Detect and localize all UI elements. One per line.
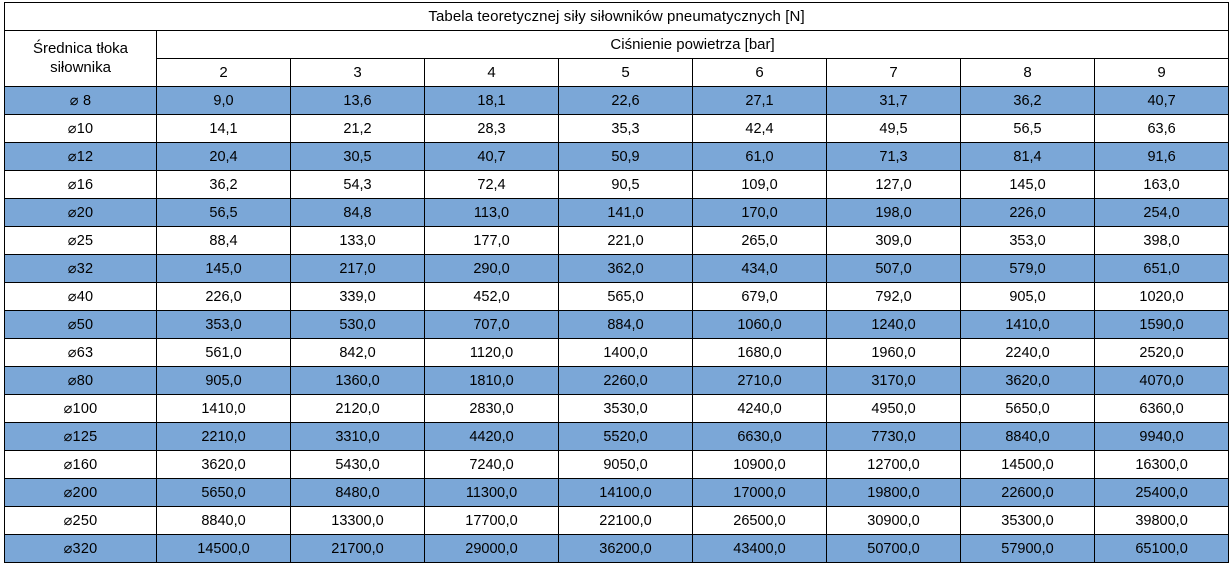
cell-value: 2210,0 [157,423,291,451]
column-header-2: 2 [157,59,291,87]
row-header-label [5,31,157,87]
cell-value: 842,0 [291,339,425,367]
cell-value: 905,0 [157,367,291,395]
column-header-6: 6 [693,59,827,87]
cell-value: 792,0 [827,283,961,311]
cell-value: 3620,0 [157,451,291,479]
cell-value: 42,4 [693,115,827,143]
table-row [5,339,1229,367]
cell-value: 290,0 [425,255,559,283]
row-header-line1: Średnica tłoka [32,39,129,57]
cell-value: 353,0 [157,311,291,339]
cell-value: 2520,0 [1095,339,1229,367]
cell-value: 11300,0 [425,479,559,507]
cell-value: 9940,0 [1095,423,1229,451]
cell-value: 29000,0 [425,535,559,563]
cell-value: 5650,0 [961,395,1095,423]
table-row [5,451,1229,479]
table-group-header-row [5,31,1229,59]
table-row [5,479,1229,507]
cell-value: 4240,0 [693,395,827,423]
cell-value: 13,6 [291,87,425,115]
row-diameter: ⌀200 [5,479,157,507]
cell-value: 3310,0 [291,423,425,451]
cell-value: 65100,0 [1095,535,1229,563]
cell-value: 5650,0 [157,479,291,507]
row-diameter: ⌀12 [5,143,157,171]
cell-value: 170,0 [693,199,827,227]
cell-value: 1960,0 [827,339,961,367]
cell-value: 565,0 [559,283,693,311]
cell-value: 13300,0 [291,507,425,535]
cell-value: 8840,0 [961,423,1095,451]
cell-value: 71,3 [827,143,961,171]
cell-value: 17000,0 [693,479,827,507]
cell-value: 339,0 [291,283,425,311]
cell-value: 10900,0 [693,451,827,479]
row-diameter: ⌀40 [5,283,157,311]
column-header-7: 7 [827,59,961,87]
row-header-line2: siłownika [50,58,111,76]
cell-value: 4420,0 [425,423,559,451]
row-diameter: ⌀16 [5,171,157,199]
cell-value: 54,3 [291,171,425,199]
pneumatic-force-table [4,2,1229,563]
cell-value: 14500,0 [157,535,291,563]
cell-value: 3170,0 [827,367,961,395]
cell-value: 36,2 [157,171,291,199]
cell-value: 8840,0 [157,507,291,535]
cell-value: 84,8 [291,199,425,227]
row-diameter: ⌀80 [5,367,157,395]
cell-value: 109,0 [693,171,827,199]
cell-value: 1680,0 [693,339,827,367]
cell-value: 2260,0 [559,367,693,395]
cell-value: 434,0 [693,255,827,283]
cell-value: 19800,0 [827,479,961,507]
cell-value: 40,7 [1095,87,1229,115]
cell-value: 145,0 [961,171,1095,199]
row-diameter: ⌀25 [5,227,157,255]
column-header-8: 8 [961,59,1095,87]
table-row [5,535,1229,563]
cell-value: 50,9 [559,143,693,171]
cell-value: 49,5 [827,115,961,143]
cell-value: 36200,0 [559,535,693,563]
cell-value: 31,7 [827,87,961,115]
cell-value: 141,0 [559,199,693,227]
column-header-4: 4 [425,59,559,87]
cell-value: 40,7 [425,143,559,171]
cell-value: 1240,0 [827,311,961,339]
cell-value: 25400,0 [1095,479,1229,507]
cell-value: 43400,0 [693,535,827,563]
cell-value: 884,0 [559,311,693,339]
cell-value: 26500,0 [693,507,827,535]
cell-value: 1590,0 [1095,311,1229,339]
cell-value: 530,0 [291,311,425,339]
table-row [5,283,1229,311]
cell-value: 905,0 [961,283,1095,311]
table-row [5,367,1229,395]
cell-value: 16300,0 [1095,451,1229,479]
cell-value: 6630,0 [693,423,827,451]
cell-value: 91,6 [1095,143,1229,171]
table-row [5,311,1229,339]
cell-value: 3620,0 [961,367,1095,395]
column-group-label: Ciśnienie powietrza [bar] [157,31,1229,59]
cell-value: 226,0 [157,283,291,311]
cell-value: 163,0 [1095,171,1229,199]
cell-value: 18,1 [425,87,559,115]
table-row [5,199,1229,227]
cell-value: 507,0 [827,255,961,283]
cell-value: 398,0 [1095,227,1229,255]
cell-value: 2240,0 [961,339,1095,367]
cell-value: 1400,0 [559,339,693,367]
cell-value: 35,3 [559,115,693,143]
table-row [5,395,1229,423]
cell-value: 12700,0 [827,451,961,479]
cell-value: 14,1 [157,115,291,143]
cell-value: 9,0 [157,87,291,115]
cell-value: 61,0 [693,143,827,171]
cell-value: 1810,0 [425,367,559,395]
row-diameter: ⌀ 8 [5,87,157,115]
cell-value: 72,4 [425,171,559,199]
cell-value: 6360,0 [1095,395,1229,423]
row-diameter: ⌀10 [5,115,157,143]
cell-value: 21,2 [291,115,425,143]
cell-value: 22,6 [559,87,693,115]
cell-value: 2830,0 [425,395,559,423]
cell-value: 145,0 [157,255,291,283]
row-diameter: ⌀250 [5,507,157,535]
cell-value: 452,0 [425,283,559,311]
cell-value: 28,3 [425,115,559,143]
cell-value: 56,5 [157,199,291,227]
column-header-3: 3 [291,59,425,87]
cell-value: 14100,0 [559,479,693,507]
row-diameter: ⌀50 [5,311,157,339]
table-row [5,507,1229,535]
cell-value: 198,0 [827,199,961,227]
cell-value: 309,0 [827,227,961,255]
cell-value: 57900,0 [961,535,1095,563]
cell-value: 707,0 [425,311,559,339]
row-diameter: ⌀160 [5,451,157,479]
cell-value: 561,0 [157,339,291,367]
cell-value: 5430,0 [291,451,425,479]
table-title: Tabela teoretycznej siły siłowników pneumatycznych [N] [5,3,1229,31]
cell-value: 579,0 [961,255,1095,283]
table-title-row [5,3,1229,31]
cell-value: 177,0 [425,227,559,255]
table-row [5,255,1229,283]
row-diameter: ⌀320 [5,535,157,563]
cell-value: 4070,0 [1095,367,1229,395]
cell-value: 353,0 [961,227,1095,255]
cell-value: 7730,0 [827,423,961,451]
column-header-9: 9 [1095,59,1229,87]
cell-value: 1060,0 [693,311,827,339]
table-body [5,87,1229,563]
cell-value: 50700,0 [827,535,961,563]
cell-value: 2120,0 [291,395,425,423]
cell-value: 81,4 [961,143,1095,171]
cell-value: 88,4 [157,227,291,255]
cell-value: 8480,0 [291,479,425,507]
cell-value: 20,4 [157,143,291,171]
row-diameter: ⌀63 [5,339,157,367]
cell-value: 27,1 [693,87,827,115]
cell-value: 217,0 [291,255,425,283]
cell-value: 113,0 [425,199,559,227]
table-row [5,143,1229,171]
cell-value: 651,0 [1095,255,1229,283]
cell-value: 254,0 [1095,199,1229,227]
cell-value: 127,0 [827,171,961,199]
cell-value: 1360,0 [291,367,425,395]
cell-value: 39800,0 [1095,507,1229,535]
cell-value: 17700,0 [425,507,559,535]
cell-value: 3530,0 [559,395,693,423]
cell-value: 35300,0 [961,507,1095,535]
cell-value: 226,0 [961,199,1095,227]
cell-value: 1410,0 [961,311,1095,339]
cell-value: 90,5 [559,171,693,199]
table-row [5,423,1229,451]
cell-value: 362,0 [559,255,693,283]
cell-value: 1410,0 [157,395,291,423]
cell-value: 4950,0 [827,395,961,423]
cell-value: 30,5 [291,143,425,171]
table-row [5,227,1229,255]
cell-value: 36,2 [961,87,1095,115]
cell-value: 1120,0 [425,339,559,367]
column-header-5: 5 [559,59,693,87]
cell-value: 221,0 [559,227,693,255]
cell-value: 63,6 [1095,115,1229,143]
cell-value: 5520,0 [559,423,693,451]
cell-value: 7240,0 [425,451,559,479]
cell-value: 133,0 [291,227,425,255]
table-row [5,87,1229,115]
cell-value: 30900,0 [827,507,961,535]
table-column-header-row [5,59,1229,87]
table-row [5,171,1229,199]
row-diameter: ⌀32 [5,255,157,283]
row-diameter: ⌀20 [5,199,157,227]
cell-value: 679,0 [693,283,827,311]
cell-value: 56,5 [961,115,1095,143]
table-header [5,3,1229,87]
cell-value: 265,0 [693,227,827,255]
cell-value: 2710,0 [693,367,827,395]
cell-value: 14500,0 [961,451,1095,479]
table-row [5,115,1229,143]
cell-value: 22100,0 [559,507,693,535]
cell-value: 21700,0 [291,535,425,563]
row-diameter: ⌀125 [5,423,157,451]
row-diameter: ⌀100 [5,395,157,423]
cell-value: 22600,0 [961,479,1095,507]
cell-value: 9050,0 [559,451,693,479]
cell-value: 1020,0 [1095,283,1229,311]
